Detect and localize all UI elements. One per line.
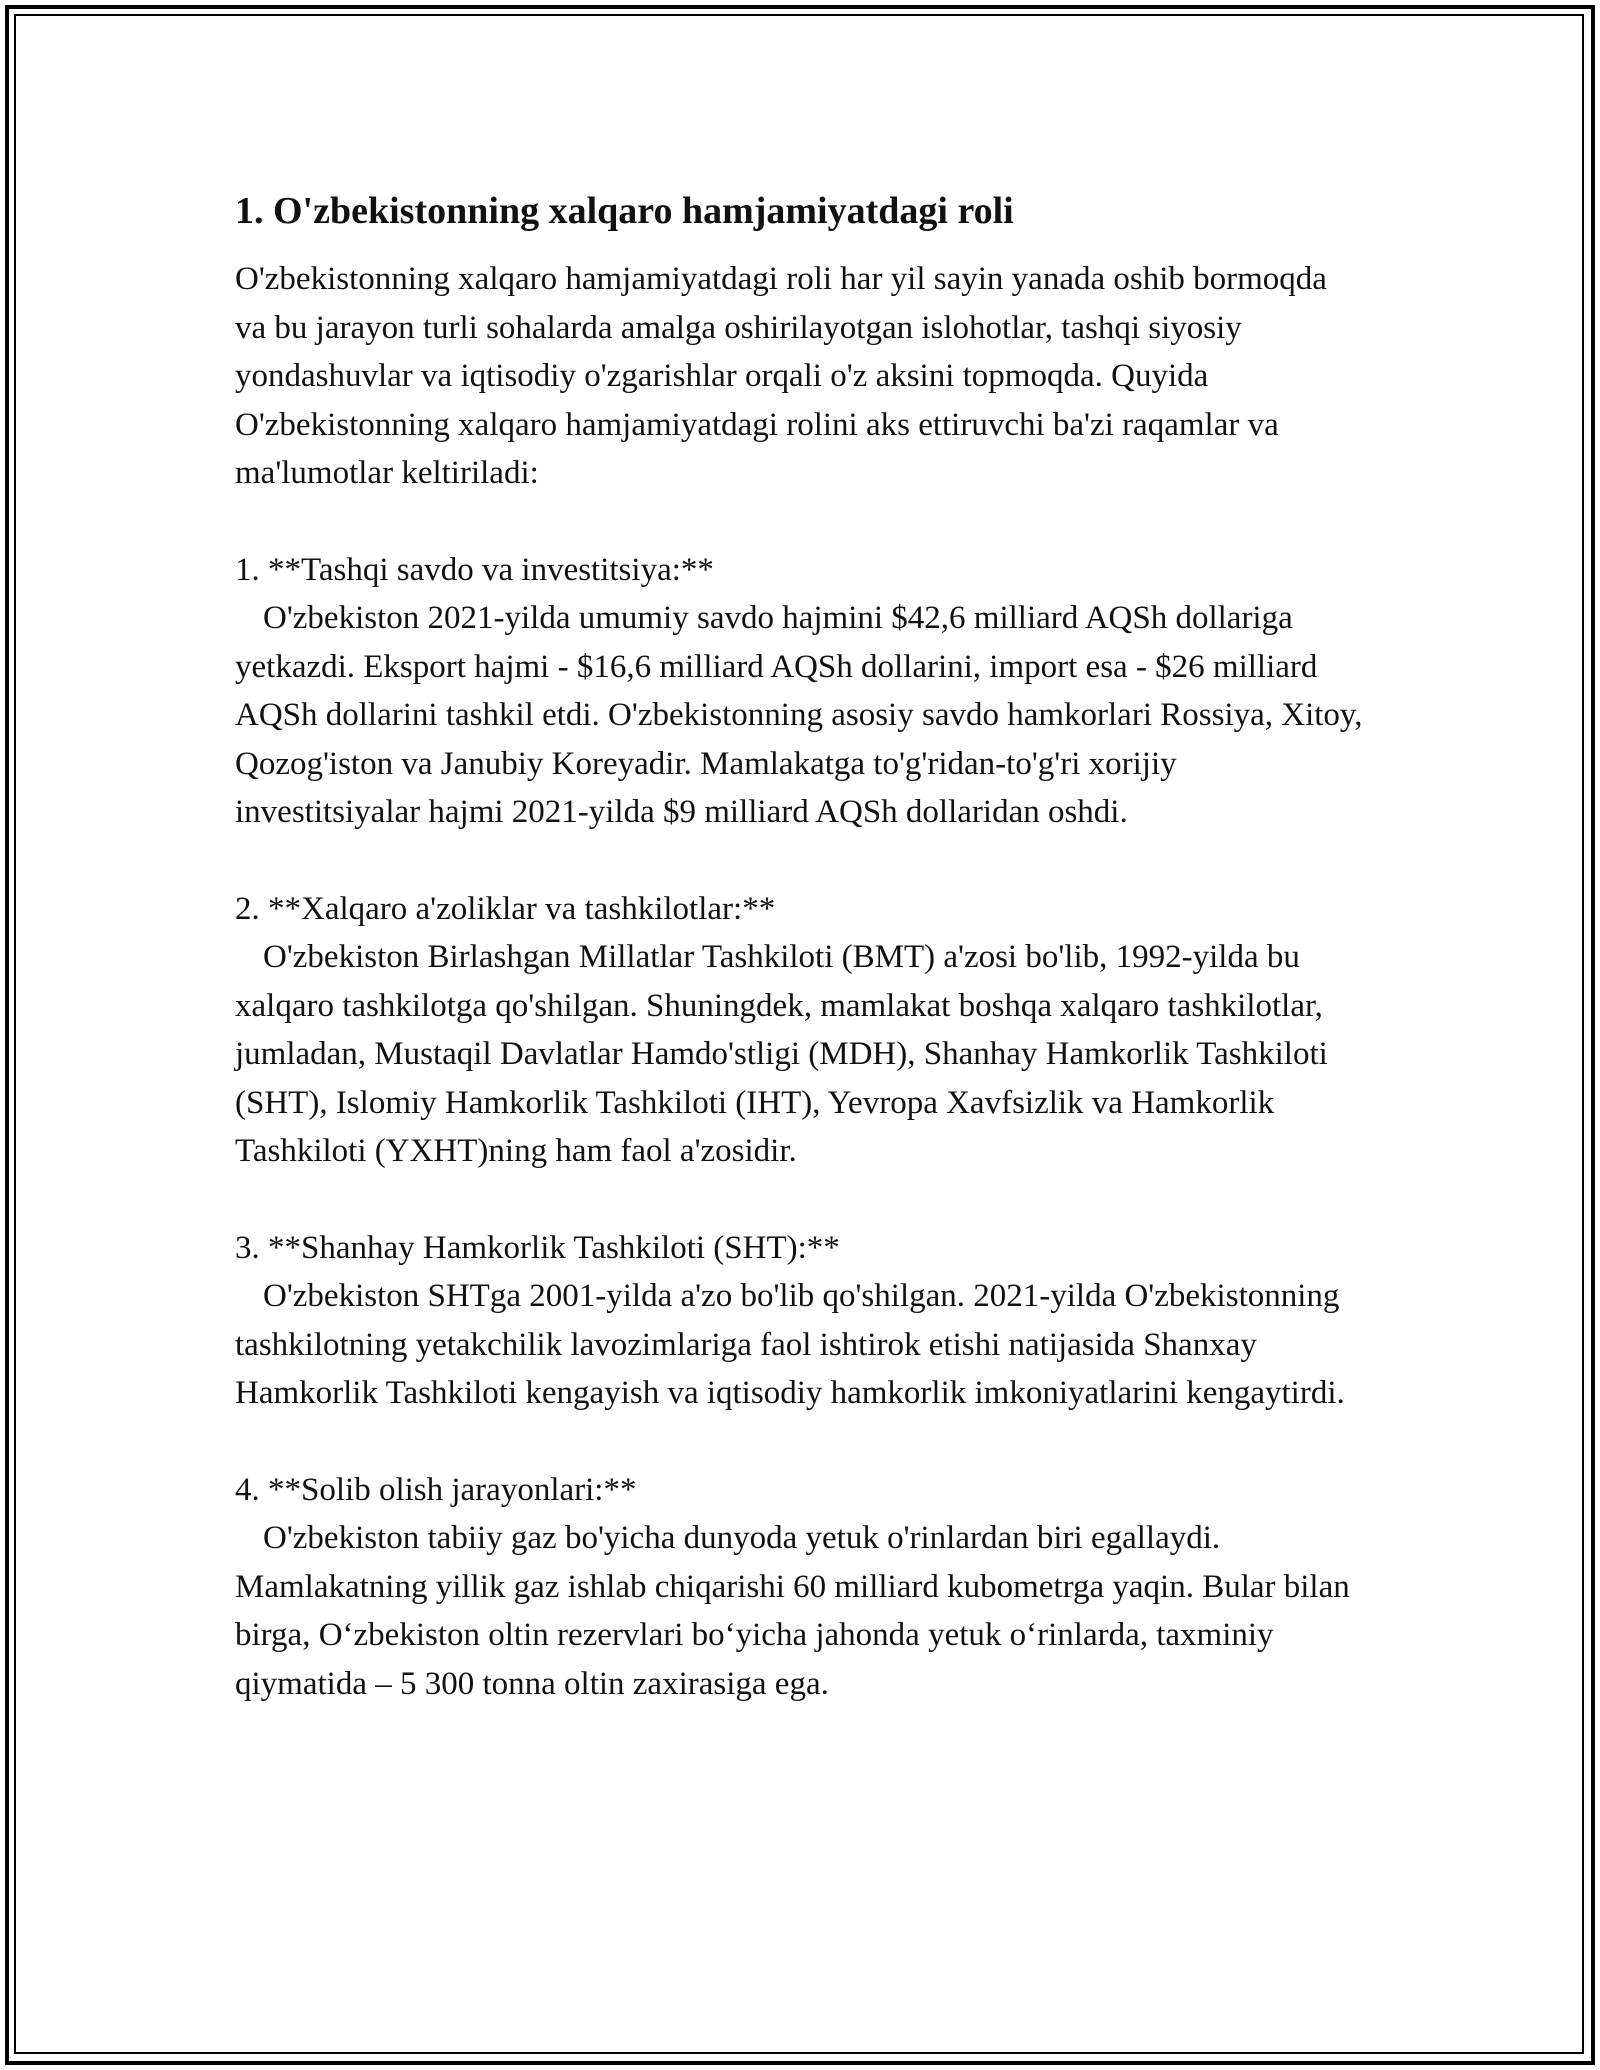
section-trade-investment (235, 546, 1365, 837)
section-heading: 2. **Xalqaro a'zoliklar va tashkilotlar:** (235, 890, 776, 927)
section-extraction (235, 1466, 1365, 1709)
section-heading: 4. **Solib olish jarayonlari:** (235, 1471, 637, 1508)
section-sco (235, 1224, 1365, 1418)
section-heading: 1. **Tashqi savdo va investitsiya:** (235, 551, 714, 588)
section-body: O'zbekiston 2021-yilda umumiy savdo hajmini $42,6 milliard AQSh dollariga yetkazdi. Eksport hajmi - $16,6 milliard AQSh dollarini, import esa - $26 milliard AQSh dollarini tashkil etdi. O'zbekistonning asosiy savdo hamkorlari Rossiya, Xitoy, Qozog'iston va Janubiy Koreyadir. Mamlakatga to'g'ridan-to'g'ri xorijiy investitsiyalar hajmi 2021-yilda $9 milliard AQSh dollaridan oshdi. (235, 600, 1363, 830)
section-memberships (235, 885, 1365, 1176)
section-heading: 3. **Shanhay Hamkorlik Tashkiloti (SHT):** (235, 1229, 840, 1266)
document-title: 1. O'zbekistonning xalqaro hamjamiyatdagi roli (235, 190, 1014, 232)
section-body: O'zbekiston tabiiy gaz bo'yicha dunyoda yetuk o'rinlardan biri egallaydi. Mamlakatning yillik gaz ishlab chiqarishi 60 milliard kubometrga yaqin. Bular bilan birga, O‘zbekiston oltin rezervlari bo‘yicha jahonda yetuk o‘rinlarda, taxminiy qiymatida – 5 300 tonna oltin zaxirasiga ega. (235, 1520, 1350, 1702)
document-body (235, 185, 1365, 1708)
section-body: O'zbekiston Birlashgan Millatlar Tashkiloti (BMT) a'zosi bo'lib, 1992-yilda bu xalqaro tashkilotga qo'shilgan. Shuningdek, mamlakat boshqa xalqaro tashkilotlar, jumladan, Mustaqil Davlatlar Hamdo'stligi (MDH), Shanhay Hamkorlik Tashkiloti (SHT), Islomiy Hamkorlik Tashkiloti (IHT), Yevropa Xavfsizlik va Hamkorlik Tashkiloti (YXHT)ning ham faol a'zosidir. (235, 939, 1328, 1169)
section-body: O'zbekiston SHTga 2001-yilda a'zo bo'lib qo'shilgan. 2021-yilda O'zbekistonning tashkilotning yetakchilik lavozimlariga faol ishtirok etishi natijasida Shanxay Hamkorlik Tashkiloti kengayish va iqtisodiy hamkorlik imkoniyatlarini kengaytirdi. (235, 1278, 1345, 1411)
intro-paragraph: O'zbekistonning xalqaro hamjamiyatdagi roli har yil sayin yanada oshib bormoqda va bu jarayon turli sohalarda amalga oshirilayotgan islohotlar, tashqi siyosiy yondashuvlar va iqtisodiy o'zgarishlar orqali o'z aksini topmoqda. Quyida O'zbekistonning xalqaro hamjamiyatdagi rolini aks ettiruvchi ba'zi raqamlar va ma'lumotlar keltiriladi: (235, 261, 1327, 491)
